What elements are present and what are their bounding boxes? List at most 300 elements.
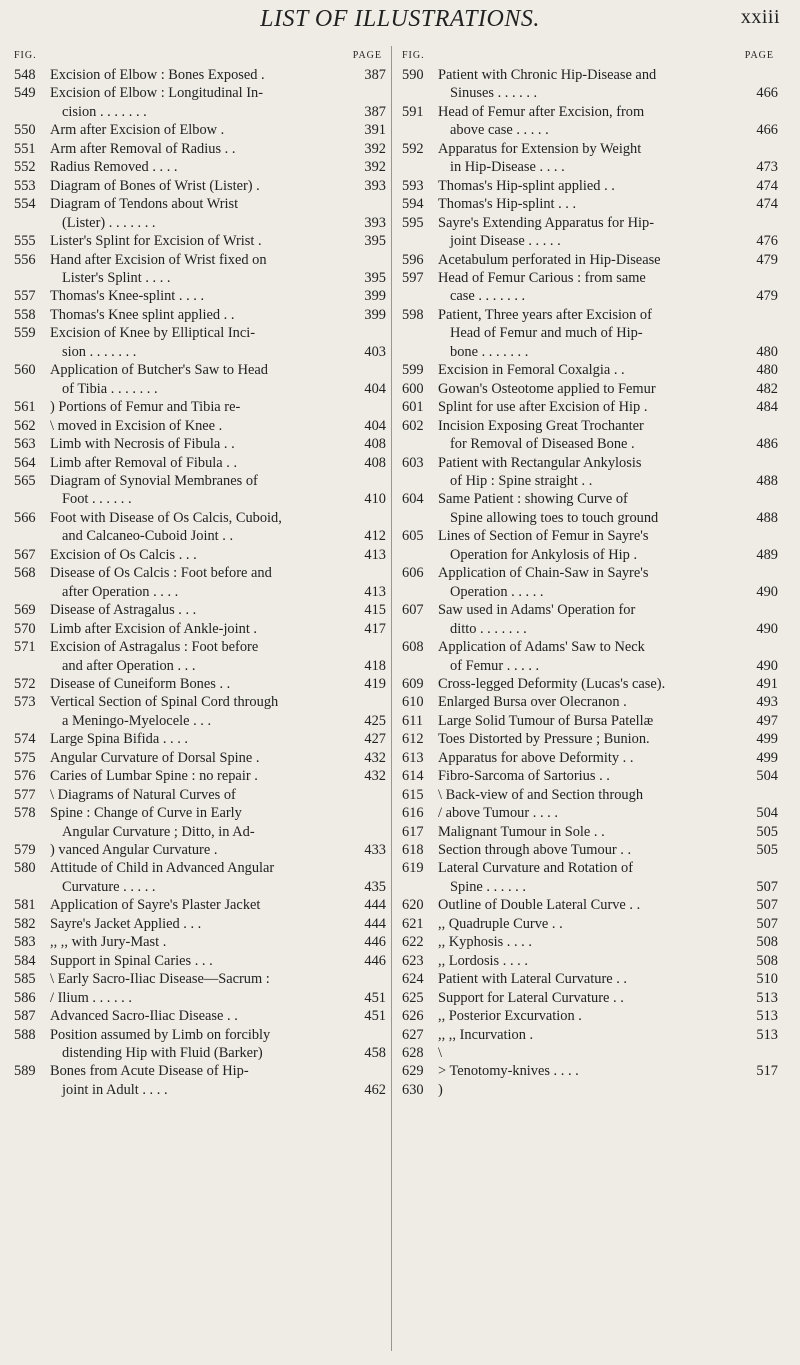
entry-title: Patient with Rectangular Ankylosis <box>438 454 642 471</box>
entry-title: a Meningo-Myelocele . . . <box>62 712 212 729</box>
entry-line <box>50 749 386 767</box>
list-item <box>402 454 778 491</box>
entry-body <box>438 269 778 306</box>
entry-line <box>438 730 778 748</box>
entry-line <box>438 583 778 601</box>
entry-title: Lines of Section of Femur in Sayre's <box>438 528 649 545</box>
entry-line <box>50 693 386 711</box>
entry-page: 404 <box>364 380 386 397</box>
entry-title: / Ilium . . . . . . <box>50 989 132 1006</box>
list-item <box>402 306 778 361</box>
list-item <box>402 398 778 416</box>
entry-line <box>50 896 386 914</box>
entry-title: Spine . . . . . . <box>450 878 526 895</box>
entry-page: 490 <box>756 657 778 674</box>
entry-line <box>50 601 386 619</box>
entry-body <box>438 749 778 767</box>
entry-title: Sayre's Extending Apparatus for Hip- <box>438 214 655 231</box>
entry-body <box>438 601 778 638</box>
entry-page: 417 <box>364 620 386 637</box>
list-item <box>14 195 386 232</box>
entry-title: Spine allowing toes to touch ground <box>450 509 659 526</box>
entry-page: 499 <box>756 749 778 766</box>
entry-page: 476 <box>756 233 778 250</box>
list-item <box>402 823 778 841</box>
entry-page: 508 <box>756 952 778 969</box>
figure-number: 612 <box>402 731 424 748</box>
figure-number: 625 <box>402 989 424 1006</box>
entry-line <box>50 380 386 398</box>
entry-page: 451 <box>364 1008 386 1025</box>
list-item <box>14 435 386 453</box>
entry-page: 462 <box>364 1081 386 1098</box>
figure-number: 610 <box>402 694 424 711</box>
list-item <box>402 361 778 379</box>
entry-line <box>50 251 386 269</box>
entry-body <box>438 1044 778 1062</box>
entry-line <box>438 915 778 933</box>
entry-title: Disease of Astragalus . . . <box>50 602 197 619</box>
entry-line <box>50 324 386 342</box>
figure-number: 624 <box>402 971 424 988</box>
entry-title: cision . . . . . . . <box>62 103 147 120</box>
entry-title: joint in Adult . . . . <box>62 1081 168 1098</box>
entry-page: 488 <box>756 509 778 526</box>
entry-title: Angular Curvature ; Ditto, in Ad- <box>62 823 255 840</box>
entry-line <box>438 251 778 269</box>
entry-page: 474 <box>756 177 778 194</box>
entry-body <box>50 896 386 914</box>
list-item <box>402 693 778 711</box>
entry-body <box>438 527 778 564</box>
entry-line <box>50 620 386 638</box>
entry-body <box>50 177 386 195</box>
list-item <box>402 527 778 564</box>
entry-line <box>50 472 386 490</box>
list-item <box>402 177 778 195</box>
entry-title: Gowan's Osteotome applied to Femur <box>438 380 656 397</box>
entry-body <box>50 398 386 416</box>
entry-page: 446 <box>364 952 386 969</box>
entry-line <box>438 1044 778 1062</box>
entry-body <box>438 730 778 748</box>
figure-number: 613 <box>402 749 424 766</box>
list-item <box>14 804 386 841</box>
entry-page: 451 <box>364 989 386 1006</box>
entry-page: 466 <box>756 122 778 139</box>
entry-line <box>50 675 386 693</box>
entry-page: 510 <box>756 971 778 988</box>
figure-number: 602 <box>402 417 424 434</box>
entry-page: 489 <box>756 546 778 563</box>
entry-body <box>438 933 778 951</box>
entry-title: \ Back-view of and Section through <box>438 786 644 803</box>
entry-title: Attitude of Child in Advanced Angular <box>50 860 275 877</box>
entry-line <box>50 84 386 102</box>
entry-body <box>438 564 778 601</box>
entry-page: 399 <box>364 306 386 323</box>
entry-line <box>50 564 386 582</box>
entry-title: \ Diagrams of Natural Curves of <box>50 786 236 803</box>
entry-body <box>50 638 386 675</box>
entry-title: Diagram of Tendons about Wrist <box>50 196 239 213</box>
entry-page: 387 <box>364 103 386 120</box>
figure-number: 575 <box>14 749 36 766</box>
entry-title: Application of Butcher's Saw to Head <box>50 362 269 379</box>
entry-body <box>438 398 778 416</box>
entry-page: 413 <box>364 546 386 563</box>
figure-number: 597 <box>402 269 424 286</box>
entry-line <box>50 657 386 675</box>
entry-body <box>50 66 386 84</box>
entry-title: > Tenotomy-knives . . . . <box>438 1063 579 1080</box>
entry-line <box>50 490 386 508</box>
entry-page: 474 <box>756 196 778 213</box>
entry-title: Application of Chain-Saw in Sayre's <box>438 565 649 582</box>
entry-page: 507 <box>756 915 778 932</box>
list-item <box>402 1062 778 1080</box>
entry-line <box>438 140 778 158</box>
entry-title: above case . . . . . <box>450 122 549 139</box>
entry-title: Acetabulum perforated in Hip-Disease <box>438 251 661 268</box>
entry-title: Hand after Excision of Wrist fixed on <box>50 251 267 268</box>
list-item <box>402 417 778 454</box>
entry-line <box>50 1062 386 1080</box>
entry-title: Apparatus for above Deformity . . <box>438 749 634 766</box>
figure-number: 564 <box>14 454 36 471</box>
figure-number: 551 <box>14 140 36 157</box>
entry-page: 435 <box>364 878 386 895</box>
list-item <box>402 675 778 693</box>
list-item <box>402 564 778 601</box>
entry-title: Large Spina Bifida . . . . <box>50 731 189 748</box>
entry-body <box>50 915 386 933</box>
entry-body <box>50 158 386 176</box>
column-header <box>402 50 778 66</box>
list-item <box>402 214 778 251</box>
entry-title: Disease of Os Calcis : Foot before and <box>50 565 272 582</box>
entry-body <box>50 675 386 693</box>
entry-line <box>438 306 778 324</box>
list-item <box>14 121 386 139</box>
entry-line <box>50 804 386 822</box>
entry-line <box>438 693 778 711</box>
fig-label: FIG. <box>14 50 37 61</box>
entry-line <box>438 638 778 656</box>
figure-number: 559 <box>14 325 36 342</box>
entry-page: 419 <box>364 675 386 692</box>
entry-page: 513 <box>756 989 778 1006</box>
entry-title: Support for Lateral Curvature . . <box>438 989 624 1006</box>
entry-body <box>50 693 386 730</box>
figure-number: 604 <box>402 491 424 508</box>
entry-page: 473 <box>756 159 778 176</box>
entry-body <box>438 1062 778 1080</box>
entry-title: Advanced Sacro-Iliac Disease . . <box>50 1008 238 1025</box>
figure-number: 589 <box>14 1063 36 1080</box>
entry-line <box>438 103 778 121</box>
list-item <box>14 177 386 195</box>
entry-body <box>50 140 386 158</box>
entry-title: Curvature . . . . . <box>62 878 156 895</box>
figure-number: 593 <box>402 177 424 194</box>
figure-number: 565 <box>14 472 36 489</box>
entry-title: Section through above Tumour . . <box>438 842 632 859</box>
entry-body <box>438 786 778 804</box>
entry-line <box>50 158 386 176</box>
entry-page: 425 <box>364 712 386 729</box>
entry-body <box>50 749 386 767</box>
figure-number: 574 <box>14 731 36 748</box>
entry-page: 387 <box>364 67 386 83</box>
entry-title: of Femur . . . . . <box>450 657 540 674</box>
entry-body <box>50 1007 386 1025</box>
figure-number: 620 <box>402 897 424 914</box>
figure-number: 615 <box>402 786 424 803</box>
entry-page: 505 <box>756 823 778 840</box>
entry-list <box>402 66 778 1099</box>
entry-body <box>438 490 778 527</box>
entry-page: 399 <box>364 288 386 305</box>
figure-number: 629 <box>402 1063 424 1080</box>
entry-line <box>50 1044 386 1062</box>
entry-line <box>438 417 778 435</box>
figure-number: 596 <box>402 251 424 268</box>
entry-title: Lister's Splint . . . . <box>62 269 171 286</box>
entry-line <box>50 195 386 213</box>
entry-page: 488 <box>756 472 778 489</box>
entry-page: 491 <box>756 675 778 692</box>
entry-body <box>438 638 778 675</box>
entry-line <box>438 472 778 490</box>
entry-line <box>50 232 386 250</box>
entry-body <box>438 1081 778 1099</box>
figure-number: 606 <box>402 565 424 582</box>
list-item <box>14 472 386 509</box>
list-item <box>14 140 386 158</box>
entry-title: ,, ,, with Jury-Mast . <box>50 934 167 951</box>
entry-line <box>50 1007 386 1025</box>
entry-title: / above Tumour . . . . <box>438 805 558 822</box>
figure-number: 580 <box>14 860 36 877</box>
entry-body <box>50 730 386 748</box>
entry-page: 479 <box>756 251 778 268</box>
entry-title: joint Disease . . . . . <box>450 233 561 250</box>
entry-page: 444 <box>364 915 386 932</box>
entry-line <box>50 140 386 158</box>
entry-body <box>50 121 386 139</box>
list-item <box>14 66 386 84</box>
entry-line <box>50 214 386 232</box>
entry-line <box>50 952 386 970</box>
entry-line <box>50 1081 386 1099</box>
entry-title: Thomas's Knee splint applied . . <box>50 306 235 323</box>
entry-title: Foot . . . . . . <box>62 491 132 508</box>
figure-number: 601 <box>402 399 424 416</box>
figure-number: 554 <box>14 196 36 213</box>
entry-title: Patient, Three years after Excision of <box>438 306 652 323</box>
entry-title: of Tibia . . . . . . . <box>62 380 158 397</box>
entry-line <box>438 546 778 564</box>
entry-line <box>50 859 386 877</box>
entry-body <box>50 564 386 601</box>
entry-line <box>438 859 778 877</box>
list-item <box>14 749 386 767</box>
figure-number: 598 <box>402 306 424 323</box>
list-item <box>14 232 386 250</box>
list-item <box>14 306 386 324</box>
entry-title: Fibro-Sarcoma of Sartorius . . <box>438 768 610 785</box>
entry-page: 410 <box>364 491 386 508</box>
entry-body <box>50 417 386 435</box>
entry-body <box>438 195 778 213</box>
entry-page: 505 <box>756 842 778 859</box>
entry-title: Excision of Os Calcis . . . <box>50 546 197 563</box>
figure-number: 579 <box>14 842 36 859</box>
list-item <box>402 786 778 804</box>
list-item <box>402 767 778 785</box>
entry-line <box>438 767 778 785</box>
figure-number: 599 <box>402 362 424 379</box>
page-label: PAGE <box>352 50 382 61</box>
entry-page: 479 <box>756 288 778 305</box>
figure-number: 609 <box>402 675 424 692</box>
list-item <box>14 158 386 176</box>
figure-number: 566 <box>14 509 36 526</box>
figure-number: 571 <box>14 639 36 656</box>
entry-title: Thomas's Hip-splint applied . . <box>438 177 615 194</box>
entry-title: Foot with Disease of Os Calcis, Cuboid, <box>50 509 282 526</box>
entry-line <box>50 103 386 121</box>
entry-line <box>438 454 778 472</box>
list-item <box>402 804 778 822</box>
entry-body <box>50 546 386 564</box>
entry-title: Lister's Splint for Excision of Wrist . <box>50 233 262 250</box>
entry-body <box>50 620 386 638</box>
entry-line <box>438 896 778 914</box>
figure-number: 630 <box>402 1081 424 1098</box>
entry-page: 466 <box>756 85 778 102</box>
entry-title: Limb with Necrosis of Fibula . . <box>50 436 235 453</box>
list-item <box>402 269 778 306</box>
entry-body <box>438 214 778 251</box>
entry-line <box>438 287 778 305</box>
entry-line <box>50 767 386 785</box>
entry-line <box>50 546 386 564</box>
figure-number: 588 <box>14 1026 36 1043</box>
list-item <box>402 970 778 988</box>
list-item <box>14 933 386 951</box>
entry-title: Apparatus for Extension by Weight <box>438 140 642 157</box>
entry-line <box>438 564 778 582</box>
entry-title: Excision of Astragalus : Foot before <box>50 639 259 656</box>
entry-body <box>438 251 778 269</box>
entry-body <box>50 952 386 970</box>
entry-body <box>50 767 386 785</box>
entry-body <box>50 195 386 232</box>
entry-body <box>50 454 386 472</box>
figure-number: 576 <box>14 768 36 785</box>
entry-title: Sinuses . . . . . . <box>450 85 538 102</box>
entry-line <box>50 66 386 84</box>
figure-number: 569 <box>14 602 36 619</box>
entry-line <box>50 989 386 1007</box>
entry-title: ,, Lordosis . . . . <box>438 952 528 969</box>
entry-line <box>50 121 386 139</box>
figure-number: 616 <box>402 805 424 822</box>
entry-line <box>438 66 778 84</box>
entry-body <box>50 324 386 361</box>
entry-title: ,, ,, Incurvation . <box>438 1026 534 1043</box>
entry-body <box>438 306 778 361</box>
list-item <box>14 398 386 416</box>
entry-body <box>50 509 386 546</box>
list-item <box>402 251 778 269</box>
entry-body <box>438 140 778 177</box>
column-header <box>14 50 386 66</box>
entry-line <box>50 1026 386 1044</box>
figure-number: 552 <box>14 159 36 176</box>
entry-body <box>50 804 386 841</box>
entry-body <box>50 859 386 896</box>
entry-body <box>438 361 778 379</box>
list-item <box>14 546 386 564</box>
figure-number: 562 <box>14 417 36 434</box>
entry-title: Bones from Acute Disease of Hip- <box>50 1063 249 1080</box>
list-item <box>402 1081 778 1099</box>
entry-line <box>438 620 778 638</box>
entry-title: Thomas's Hip-splint . . . <box>438 196 577 213</box>
figure-number: 570 <box>14 620 36 637</box>
entry-line <box>438 823 778 841</box>
entry-title: \ Early Sacro-Iliac Disease—Sacrum : <box>50 971 270 988</box>
entry-title: (Lister) . . . . . . . <box>62 214 156 231</box>
list-item <box>14 509 386 546</box>
entry-line <box>438 1026 778 1044</box>
entry-title: ) vanced Angular Curvature . <box>50 842 218 859</box>
figure-number: 626 <box>402 1008 424 1025</box>
entry-line <box>438 324 778 342</box>
entry-line <box>438 749 778 767</box>
fig-label: FIG. <box>402 50 425 61</box>
entry-line <box>438 786 778 804</box>
entry-page: 493 <box>756 694 778 711</box>
list-item <box>14 952 386 970</box>
list-item <box>402 66 778 103</box>
list-item <box>14 620 386 638</box>
list-item <box>14 324 386 361</box>
entry-title: after Operation . . . . <box>62 583 179 600</box>
entry-title: ) Portions of Femur and Tibia re- <box>50 399 241 416</box>
entry-body <box>438 66 778 103</box>
entry-line <box>438 878 778 896</box>
entry-page: 513 <box>756 1026 778 1043</box>
list-item <box>402 1007 778 1025</box>
list-item <box>14 1062 386 1099</box>
entry-line <box>438 1007 778 1025</box>
entry-page: 432 <box>364 749 386 766</box>
entry-body <box>50 601 386 619</box>
entry-title: Head of Femur and much of Hip- <box>450 325 643 342</box>
figure-number: 585 <box>14 971 36 988</box>
entry-page: 433 <box>364 842 386 859</box>
entry-line <box>438 527 778 545</box>
list-item <box>402 859 778 896</box>
entry-body <box>438 1026 778 1044</box>
entry-page: 418 <box>364 657 386 674</box>
list-item <box>14 970 386 988</box>
entry-page: 458 <box>364 1045 386 1062</box>
